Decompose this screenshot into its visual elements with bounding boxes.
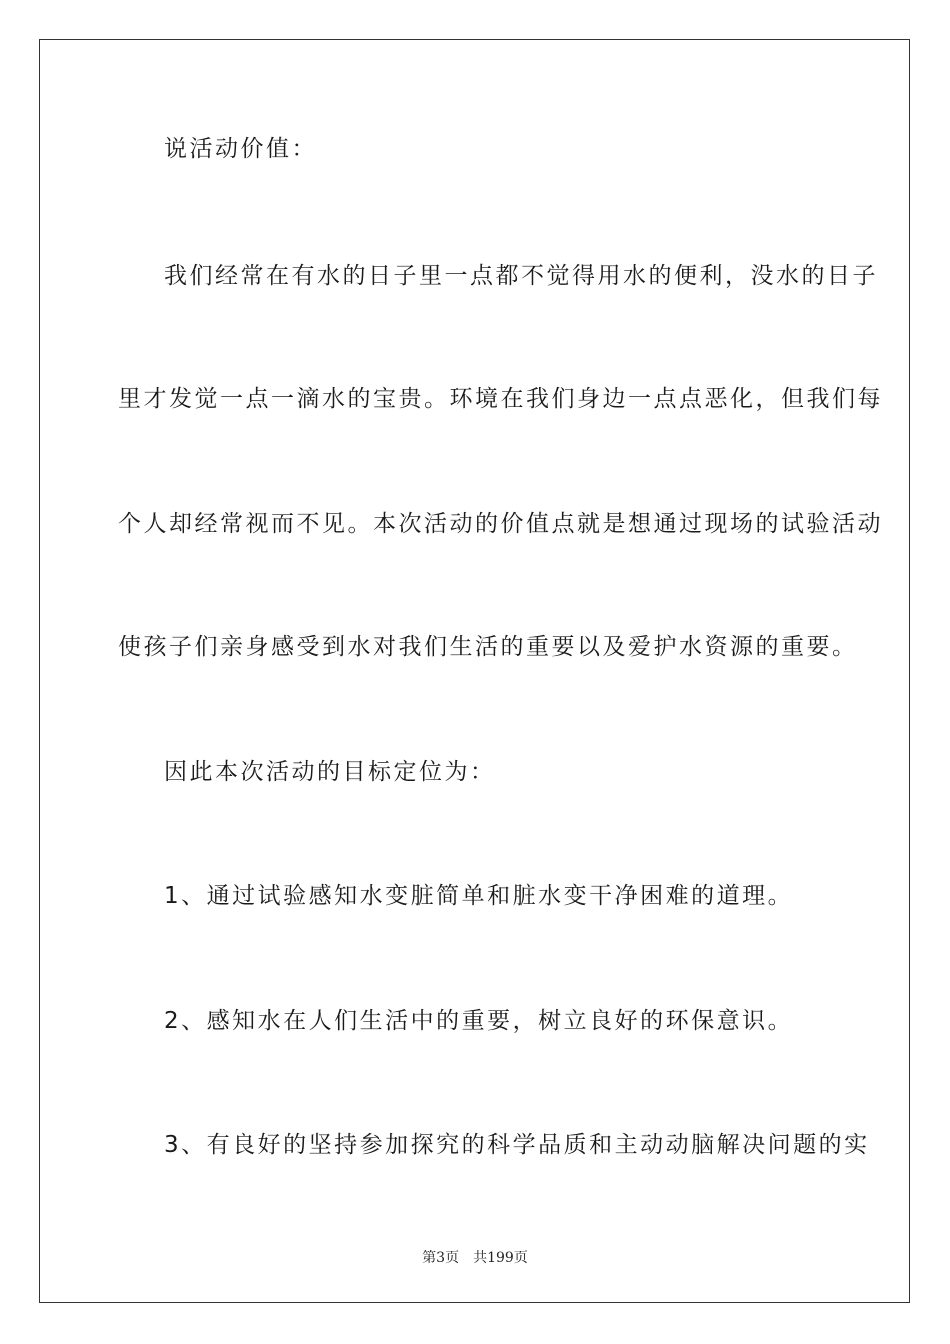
paragraph-line: 里才发觉一点一滴水的宝贵。环境在我们身边一点点恶化，但我们每 [118, 386, 883, 412]
paragraph-line: 使孩子们亲身感受到水对我们生活的重要以及爱护水资源的重要。 [118, 634, 858, 660]
list-item: 1、通过试验感知水变脏简单和脏水变干净困难的道理。 [164, 883, 794, 909]
paragraph-line: 我们经常在有水的日子里一点都不觉得用水的便利，没水的日子 [164, 263, 878, 289]
paragraph-line: 说活动价值： [164, 136, 317, 162]
list-item: 3、有良好的坚持参加探究的科学品质和主动动脑解决问题的实 [164, 1132, 870, 1158]
page-number: 第3页 [422, 1250, 460, 1266]
page-footer [0, 1247, 950, 1267]
paragraph-line: 因此本次活动的目标定位为： [164, 759, 496, 785]
list-item: 2、感知水在人们生活中的重要，树立良好的环保意识。 [164, 1008, 794, 1034]
paragraph-line: 个人却经常视而不见。本次活动的价值点就是想通过现场的试验活动 [118, 511, 883, 537]
page-total: 共199页 [473, 1250, 528, 1266]
page-border [39, 39, 910, 1303]
